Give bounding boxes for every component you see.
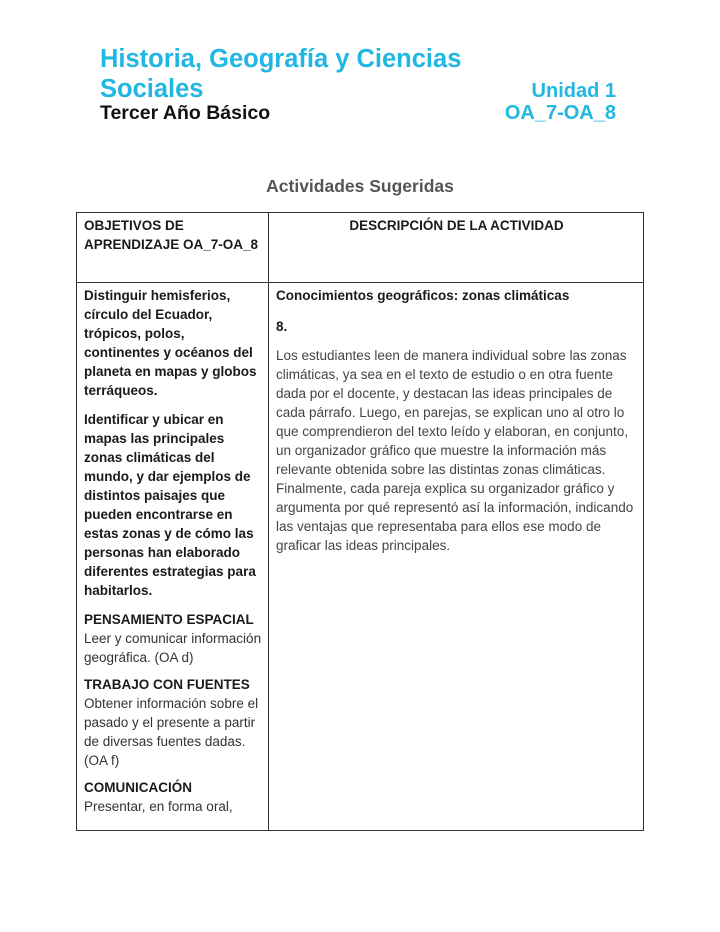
subject-title: Historia, Geografía y Ciencias [100,45,462,73]
skill-title: PENSAMIENTO ESPACIAL [84,612,254,627]
section-title: Actividades Sugeridas [266,176,454,196]
table-header-row [77,213,644,283]
header-description-label: DESCRIPCIÓN DE LA ACTIVIDAD [349,218,564,233]
subject-title-continued: Sociales [100,75,204,103]
skill-text: Obtener información sobre el pasado y el presente a partir de diversas fuentes dadas. (OA f) [84,696,259,768]
activity-table [76,212,644,831]
grade-row [100,102,616,125]
header-objectives-label: OBJETIVOS DE APRENDIZAJE OA_7-OA_8 [84,218,259,252]
activity-text: Los estudiantes leen de manera individual sobre las zonas climáticas, ya sea en el texto de estudio o en otra fuente dada por el docente, y destacan las ideas principales de cada párrafo. Luego, en parejas, se explican uno al otro lo que comprendieron del texto leído y elaboran, en conjunto, un organizador gráfico que muestre la información más relevante obtenida sobre las distintas zonas climáticas. Finalmente, cada pareja explica su organizador gráfico y argumenta por qué representó así la información, indicando las ventajas que representaba para ellos ese modo de graficar las ideas principales. [276,348,634,553]
header-cell-description [269,213,644,283]
skill-title: COMUNICACIÓN [84,780,192,795]
objective-item: Identificar y ubicar en mapas las principales zonas climáticas del mundo, y dar ejemplos de distintos paisajes que pueden encontrarse en estas zonas y de cómo las personas han elaborado diferentes estrategias para habitarlos. [84,412,256,598]
objective-item: Distinguir hemisferios, círculo del Ecuador, trópicos, polos, continentes y océanos del planeta en mapas y globos terráqueos. [84,288,257,398]
skill-text: Presentar, en forma oral, [84,799,233,814]
activity-number: 8. [276,319,288,334]
grade-label: Tercer Año Básico [100,102,271,124]
table-body-row [77,283,644,831]
header-cell-objectives [77,213,269,283]
skill-text: Leer y comunicar información geográfica. (OA d) [84,631,262,665]
description-cell [269,283,644,831]
activity-title: Conocimientos geográficos: zonas climáticas [276,288,570,303]
oa-code-label: OA_7-OA_8 [504,102,616,124]
objectives-cell [77,283,269,831]
skill-title: TRABAJO CON FUENTES [84,677,250,692]
unit-label: Unidad 1 [531,80,616,102]
document-header [100,44,616,125]
